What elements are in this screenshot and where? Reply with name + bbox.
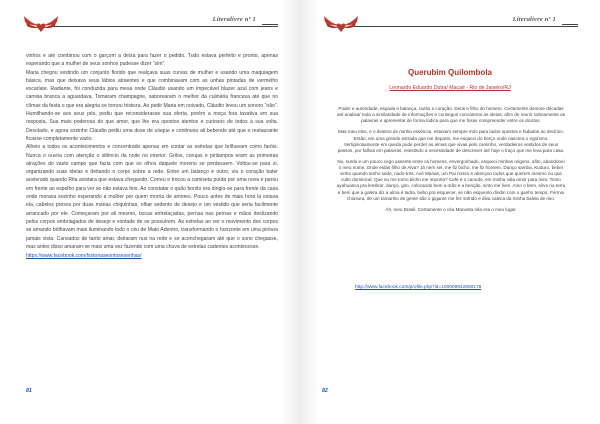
- paragraph: vinhos e até combinou com o garçom a deixa para fazer o pedido. Tudo estava perfeito e pronto, apenas esperando que a mulher de seus sonhos pudesse dizer “sim”.: [26, 53, 278, 68]
- winged-heart-icon: [322, 10, 360, 36]
- story-title: Querubim Quilombola: [407, 68, 492, 77]
- gutter-shadow-right: [300, 0, 320, 424]
- paragraph: Ah, meu Brasil. Certamente o céu Manosta não era o meu lugar.: [385, 206, 517, 212]
- paragraph: Poder e autoridade, espada e balança, razão e coração. Deus e filho do homem. Certamente demore décadas até analisar toda a similaridade de informações e conseguir concatenar as ideias; afim de reunir sobriamente as palavras e apresentar de forma lúdica para que me fosse compreender entre os dicotos.: [336, 106, 566, 124]
- paragraph: Mas meu elvo, e o destino de minha essência, estavam sempre indo para lados opostos e fadados ao declínio. Então, em uma grande estrada que me deparei, me esqueci do berço onde nascera o egoísmo. Vertiginosamente em queda pude perder as almas que vivas pelo caminho, verdadeiros vestidos de seus passos, por falhas em palavras, resistindo a necessidade de descrever até hoje o traço que me leva para casa.: [337, 129, 565, 153]
- paragraph: Alheio a todos os acontecimentos e concentrado apenas em contar as estrelas que brilhavam como faróis. Nunca o ouvira com atenção o silêncio da noite no interior. Grilos, corujas e pirilampos eram as primeiras atrações do vasto campo que fazia com que os olhos daquele moreno se perdessem. Voltou-se para si, organizando suas ideias e deitando o corpo sobre a rede. Entre um balanço e outro, viu o coração bater acelerado quando Rita avistara que estava chegando. Correu e trocou a camiseta puída por uma nova e parou em frente ao espelho para ver se não estava feio. Ao constatar o quão bonito era dirigiu-se para frente da casa onde morava sozinho esperando a mulher por quem morria de amores. Pouco antes de mais hora lá estava ela, cabelos presos por duas marias chiquinhas, olhar sedento de desejo e um vestido que seria facilmente arrancado por ele. Começaram por ali mesmo, bocas entrelaçadas, pernas nas pernas e mãos deslizando pelos corpos embriagados de desejo e vontade de se possuírem. As estrelas ao ver o movimento dos corpos se amando brilhavam mais iluminando todo o céu de Mato Adentro, transformando o horizonte em uma pintura jamais vista. Cansados de tanto amar, deitaram nus na rede e se aconchegaram até que o sono chegasse, mas antes disso amaram-se mais uma vez fazendo com uma chuva de estrelas cadentes acontecesse.: [26, 144, 278, 250]
- right-page-text: [336, 106, 566, 218]
- paragraph: Maria chegou vestindo um conjunto florido que realçava suas curvas de mulher e usando uma maquiagem básica, mas que deixava seus lábios atraentes e que combinavam com as unhas pintadas de vermelho escarlate. Radiante, foi conduzida para mesa onde Cláudio usando um impecável blazer azul com jeans e camisa branca a aguardava. Tomaram champagne, saborearam o melhor da culinária francesa até que no clímax da festa o que era alegria se tornou tristeza. Ao pedir Maria em noivado, Cláudio levou um sonoro “não”. Humilhando-se aos seus pés, pediu que reconsiderasse sua oferta, porém a moça fora taxativa em sua resposta. Sua mais poderosa do que amor, que lhe era opostos atentos e curiosos de todos à sua volta. Desolado, e agora sozinho Cláudio pediu uma dose de uísque e continuou ali bebendo até que o restaurante ficasse completamente vazio.: [26, 69, 278, 142]
- author-line: Leonardo Eduardo Dutra/ Macaé - Rio de Janeiro/RJ: [389, 85, 511, 91]
- left-page-header: [22, 10, 278, 36]
- magazine-title: Literalivre nº 1: [212, 16, 256, 23]
- right-page-header: [322, 10, 578, 36]
- magazine-title: Literalivre nº 1: [512, 16, 556, 23]
- header-rule: [54, 26, 278, 27]
- facebook-profile-link[interactable]: http://www.facebook.com/profile.php?id=100009942850178: [355, 285, 482, 290]
- paragraph: Nu, surdo e um pouco cego assente entre os homens, envergonhado, esqueci minhas origens, afito, abandonei o meu nome. Onde estás filho de Alva? Já nem sei, me fiz bicho, me fiz homem. Danço samba, Kuduro, beber vinho quando tenho sede, nado-trés. Axé Marias, um Pai nosso e abençoo todos que querem mesmo ou que culto dominical: Que eu me torno bicho me importa? Café é o canudo, em minha vida amor para mim. Tomo ayahuasca pra lembrar, danço, giro, colocando bem a mão e a benção, sinto me livre. Amo o bem, sirvo na terra e bem que a galera diz a alma é ladra, bebo pra esquecer, se não esquento dindin com o ganho tempo. Férmio chiusura, de um tamanho de gente são o gigante me fez sofrido e diva caleca da minha baleia de riso.: [336, 159, 566, 201]
- page-number: 81: [26, 388, 32, 394]
- right-page: [300, 0, 600, 424]
- page-number: 82: [322, 388, 328, 394]
- left-page-text: [26, 52, 278, 260]
- facebook-link[interactable]: https://www.facebook.com/historiaseontosesenhas/: [26, 253, 142, 260]
- gutter-shadow-left: [280, 0, 300, 424]
- winged-heart-icon: [22, 10, 60, 36]
- header-rule: [354, 26, 578, 27]
